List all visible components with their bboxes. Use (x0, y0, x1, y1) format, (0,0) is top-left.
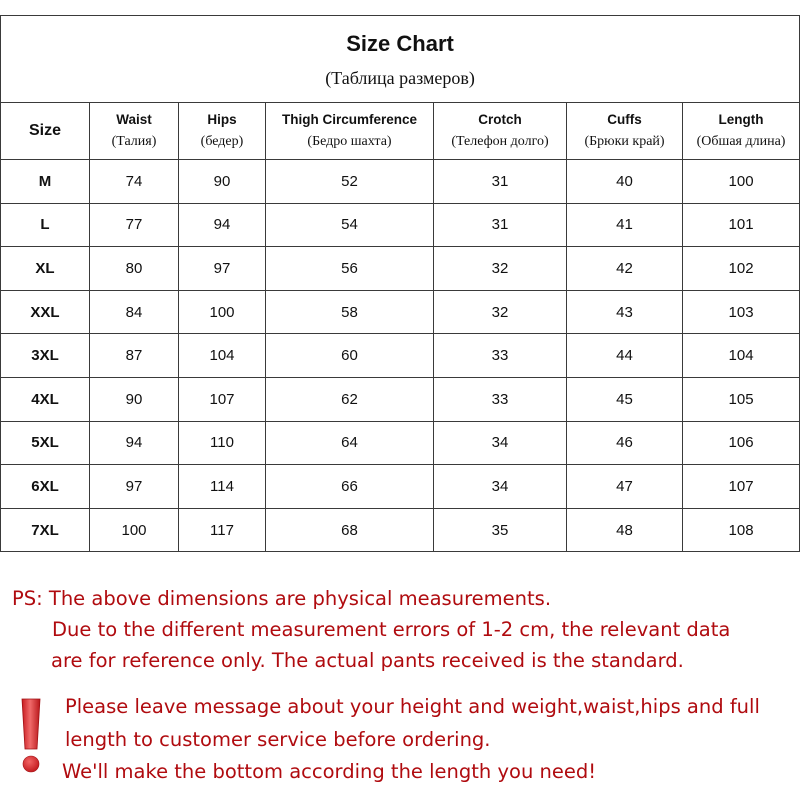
crotch-cell: 33 (434, 377, 567, 421)
waist-cell: 90 (90, 377, 179, 421)
length-cell: 100 (683, 160, 800, 204)
hips-cell: 94 (179, 203, 266, 247)
ps-note-line-3: are for reference only. The actual pants received is the standard. (51, 649, 684, 672)
header-hips: Hips (бедер) (179, 103, 266, 160)
thigh-cell: 58 (266, 290, 434, 334)
cuffs-cell: 42 (567, 247, 683, 291)
hips-cell: 104 (179, 334, 266, 378)
waist-cell: 77 (90, 203, 179, 247)
thigh-cell: 54 (266, 203, 434, 247)
header-size: Size (1, 103, 90, 160)
length-cell: 107 (683, 465, 800, 509)
thigh-cell: 60 (266, 334, 434, 378)
chart-title: Size Chart (346, 31, 454, 56)
hips-cell: 100 (179, 290, 266, 334)
hips-cell: 114 (179, 465, 266, 509)
title-block (1, 16, 800, 103)
cuffs-cell: 44 (567, 334, 683, 378)
waist-cell: 100 (90, 508, 179, 552)
table-row (1, 160, 800, 204)
waist-cell: 80 (90, 247, 179, 291)
chart-subtitle: (Таблица размеров) (325, 68, 475, 88)
crotch-cell: 34 (434, 465, 567, 509)
crotch-cell: 34 (434, 421, 567, 465)
thigh-cell: 68 (266, 508, 434, 552)
hips-cell: 110 (179, 421, 266, 465)
cuffs-cell: 47 (567, 465, 683, 509)
table-row (1, 377, 800, 421)
table-row (1, 247, 800, 291)
length-cell: 105 (683, 377, 800, 421)
header-crotch: Crotch (Телефон долго) (434, 103, 567, 160)
table-row (1, 421, 800, 465)
size-cell: 5XL (1, 421, 90, 465)
size-cell: 4XL (1, 377, 90, 421)
thigh-cell: 52 (266, 160, 434, 204)
hips-cell: 90 (179, 160, 266, 204)
header-thigh: Thigh Circumference (Бедро шахта) (266, 103, 434, 160)
crotch-cell: 32 (434, 247, 567, 291)
length-cell: 103 (683, 290, 800, 334)
hips-cell: 97 (179, 247, 266, 291)
crotch-cell: 35 (434, 508, 567, 552)
size-cell: XL (1, 247, 90, 291)
length-cell: 104 (683, 334, 800, 378)
table-row (1, 334, 800, 378)
header-waist: Waist (Талия) (90, 103, 179, 160)
ps-note-line-1: PS: The above dimensions are physical measurements. (12, 587, 552, 610)
cuffs-cell: 45 (567, 377, 683, 421)
table-row (1, 203, 800, 247)
length-cell: 106 (683, 421, 800, 465)
waist-cell: 84 (90, 290, 179, 334)
length-cell: 108 (683, 508, 800, 552)
thigh-cell: 56 (266, 247, 434, 291)
hips-cell: 107 (179, 377, 266, 421)
length-cell: 101 (683, 203, 800, 247)
table-row (1, 290, 800, 334)
size-chart-table (0, 15, 800, 552)
size-cell: 3XL (1, 334, 90, 378)
cuffs-cell: 43 (567, 290, 683, 334)
message-line-1: Please leave message about your height and weight,waist,hips and full (65, 695, 760, 718)
message-line-2: length to customer service before ordering. (65, 728, 491, 751)
waist-cell: 87 (90, 334, 179, 378)
crotch-cell: 31 (434, 203, 567, 247)
size-cell: L (1, 203, 90, 247)
cuffs-cell: 48 (567, 508, 683, 552)
cuffs-cell: 40 (567, 160, 683, 204)
header-length: Length (Обшая длина) (683, 103, 800, 160)
exclamation-icon (20, 697, 42, 777)
header-cuffs: Cuffs (Брюки край) (567, 103, 683, 160)
size-cell: 6XL (1, 465, 90, 509)
crotch-cell: 31 (434, 160, 567, 204)
waist-cell: 74 (90, 160, 179, 204)
crotch-cell: 32 (434, 290, 567, 334)
header-row (1, 103, 800, 160)
crotch-cell: 33 (434, 334, 567, 378)
table-row (1, 508, 800, 552)
size-cell: XXL (1, 290, 90, 334)
size-cell: M (1, 160, 90, 204)
waist-cell: 97 (90, 465, 179, 509)
thigh-cell: 64 (266, 421, 434, 465)
thigh-cell: 62 (266, 377, 434, 421)
cuffs-cell: 46 (567, 421, 683, 465)
waist-cell: 94 (90, 421, 179, 465)
cuffs-cell: 41 (567, 203, 683, 247)
thigh-cell: 66 (266, 465, 434, 509)
table-row (1, 465, 800, 509)
message-line-3: We'll make the bottom according the length you need! (62, 760, 597, 783)
size-cell: 7XL (1, 508, 90, 552)
ps-note-line-2: Due to the different measurement errors of 1-2 cm, the relevant data (52, 618, 731, 641)
hips-cell: 117 (179, 508, 266, 552)
length-cell: 102 (683, 247, 800, 291)
